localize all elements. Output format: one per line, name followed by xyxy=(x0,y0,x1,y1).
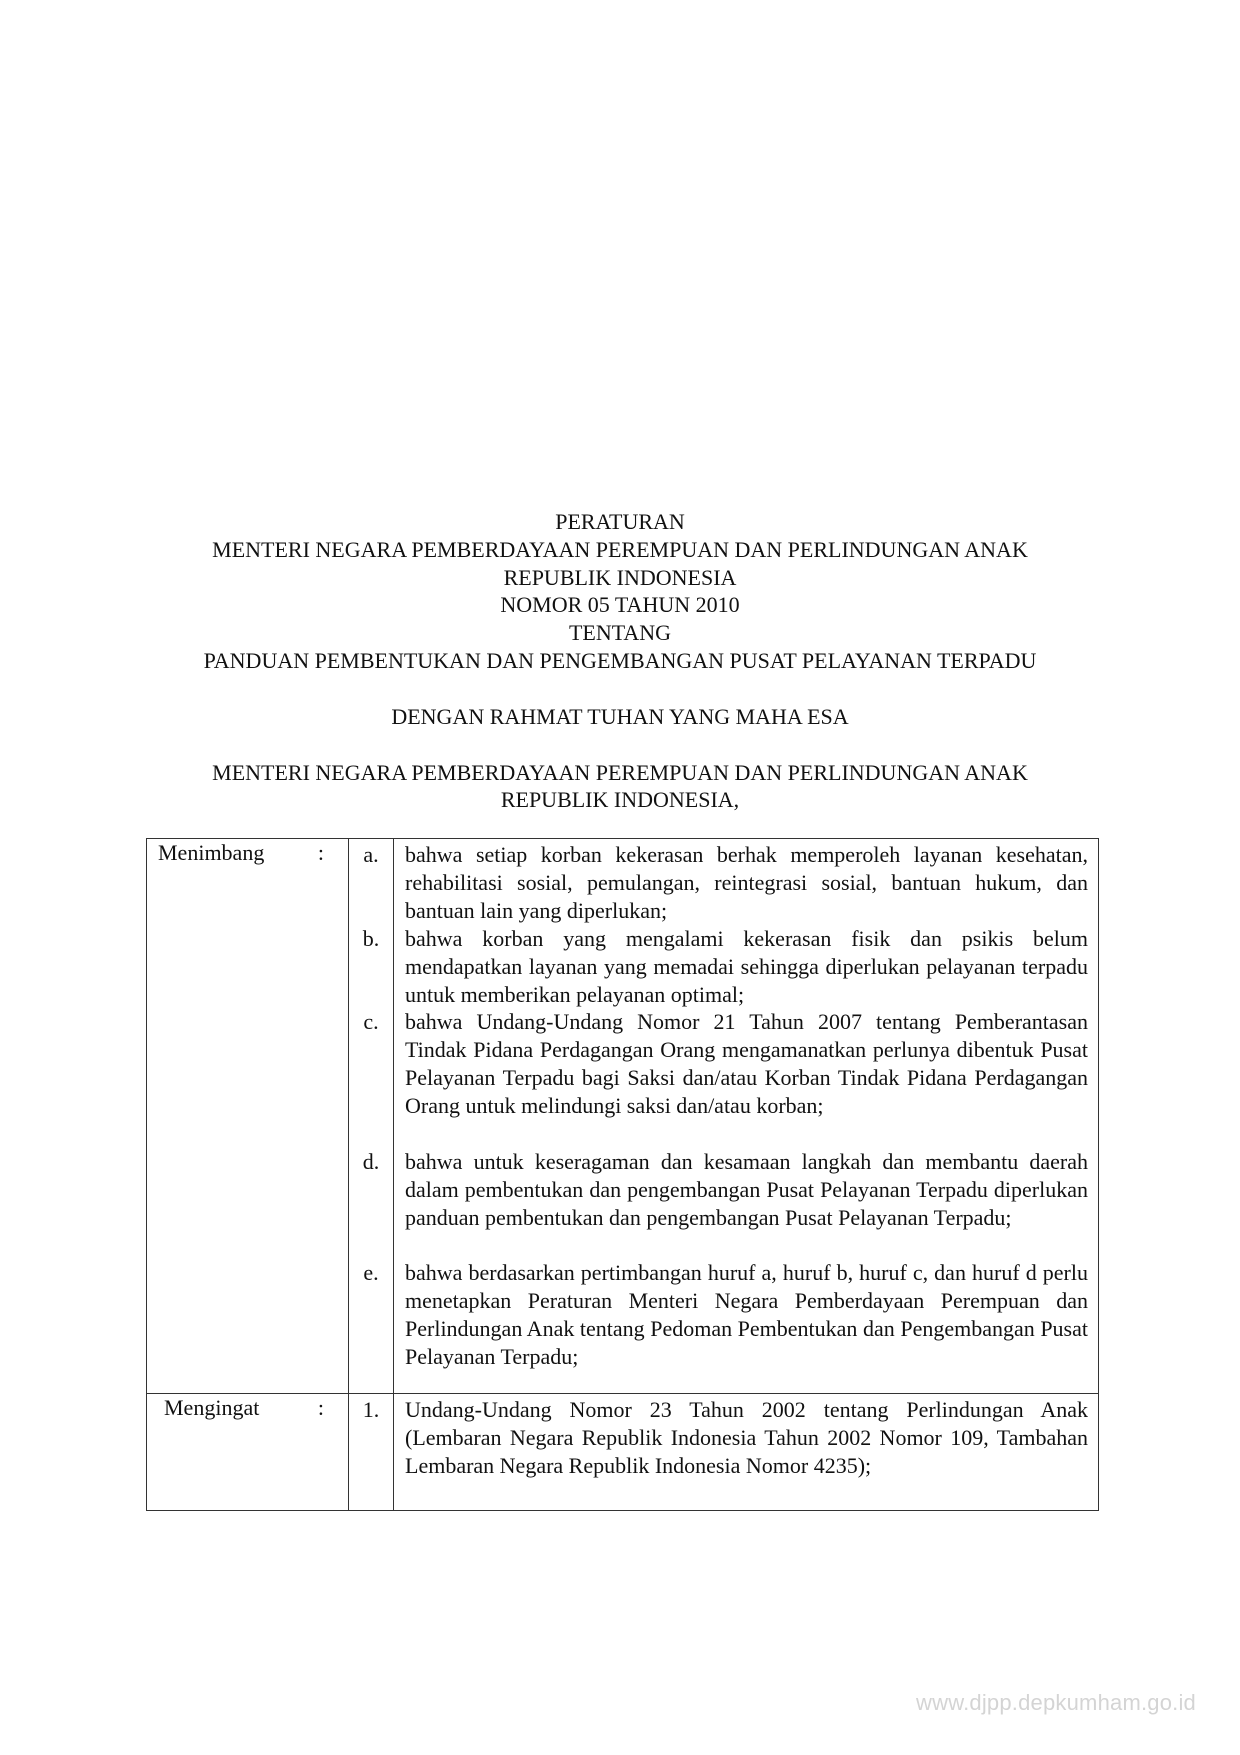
menimbang-section xyxy=(147,839,1099,1394)
consideration-text: bahwa korban yang mengalami kekerasan fisik dan psikis belum mendapatkan layanan yang memadai sehingga diperlukan pelayanan terpadu untuk memberikan pelayanan optimal; xyxy=(405,925,1088,1007)
considerations-table xyxy=(146,838,1099,1511)
item-mark: c. xyxy=(363,1009,379,1035)
menimbang-texts xyxy=(394,839,1099,1394)
menimbang-label: Menimbang xyxy=(158,840,265,865)
consideration-text: bahwa berdasarkan pertimbangan huruf a, huruf b, huruf c, dan huruf d perlu menetapkan Peraturan Menteri Negara Pemberdayaan Perempuan dan Perlindungan Anak tentang Pedoman Pembentukan dan Pengembangan Pusat Pelayanan Terpadu; xyxy=(405,1260,1088,1370)
watermark: www.djpp.depkumham.go.id xyxy=(916,1690,1196,1715)
mengingat-section xyxy=(147,1394,1099,1511)
consideration-text: bahwa setiap korban kekerasan berhak memperoleh layanan kesehatan, rehabilitasi sosial, pemulangan, reintegrasi sosial, bantuan hukum, dan bantuan lain yang diperlukan; xyxy=(405,842,1088,923)
legal-basis-text: Undang-Undang Nomor 23 Tahun 2002 tentang Perlindungan Anak (Lembaran Negara Republik Indonesia Tahun 2002 Nomor 109, Tambahan Lembaran Negara Republik Indonesia Nomor 4235); xyxy=(405,1397,1088,1478)
regulation-title: PANDUAN PEMBENTUKAN DAN PENGEMBANGAN PUSAT PELAYANAN TERPADU xyxy=(203,647,1037,673)
invocation: DENGAN RAHMAT TUHAN YANG MAHA ESA xyxy=(391,703,849,729)
consideration-text: bahwa Undang-Undang Nomor 21 Tahun 2007 tentang Pemberantasan Tindak Pidana Perdagangan Orang mengamanatkan perlunya dibentuk Pusat Pelayanan Terpadu bagi Saksi dan/atau Korban Tindak Pidana Perdagangan Orang untuk melindungi saksi dan/atau korban; xyxy=(405,1009,1088,1119)
issuer-line-1: MENTERI NEGARA PEMBERDAYAAN PEREMPUAN DAN PERLINDUNGAN ANAK xyxy=(212,759,1028,785)
item-mark: d. xyxy=(362,1148,380,1174)
mengingat-label: Mengingat xyxy=(164,1395,260,1421)
consideration-text: bahwa untuk keseragaman dan kesamaan langkah dan membantu daerah dalam pembentukan dan pengembangan Pusat Pelayanan Terpadu diperlukan panduan pembentukan dan pengembangan Pusat Pelayanan Terpadu; xyxy=(405,1148,1088,1230)
menimbang-colon: : xyxy=(317,840,324,865)
menimbang-label-cell xyxy=(147,839,349,1394)
document-header xyxy=(0,508,1240,814)
about-label: TENTANG xyxy=(568,620,672,646)
country: REPUBLIK INDONESIA xyxy=(503,564,737,590)
mengingat-texts xyxy=(394,1394,1099,1511)
item-mark: a. xyxy=(363,842,379,867)
mengingat-label-cell xyxy=(147,1394,349,1511)
item-mark: e. xyxy=(363,1260,379,1286)
item-mark: b. xyxy=(362,925,380,951)
menimbang-marks xyxy=(349,839,394,1394)
item-mark: 1. xyxy=(362,1397,380,1423)
mengingat-colon: : xyxy=(317,1395,324,1421)
regulation-number: NOMOR 05 TAHUN 2010 xyxy=(500,592,740,618)
issuer-line-2: REPUBLIK INDONESIA, xyxy=(500,787,740,813)
issuing-ministry: MENTERI NEGARA PEMBERDAYAAN PEREMPUAN DAN PERLINDUNGAN ANAK xyxy=(212,536,1028,562)
mengingat-marks xyxy=(349,1394,394,1511)
doc-type: PERATURAN xyxy=(555,509,685,534)
